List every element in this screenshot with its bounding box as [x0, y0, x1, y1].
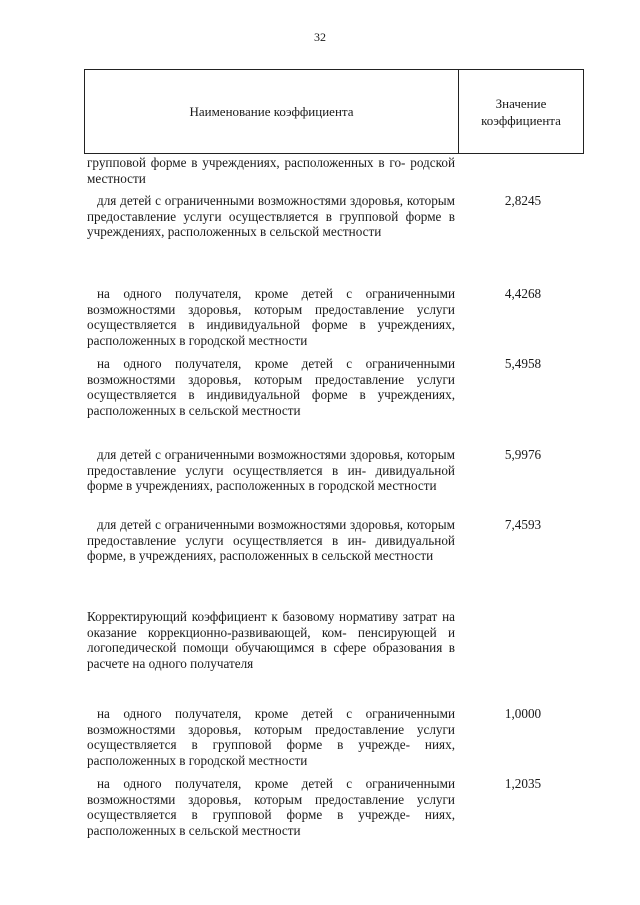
row-text: Корректирующий коэффициент к базовому нормативу затрат на оказание коррекционно-развивающей, ком- пенсирующей и логопедической помощи обучающимся в сфере образования в расчете на одного получателя	[87, 609, 455, 671]
row-text: для детей с ограниченными возможностями здоровья, которым предоставление услуги осуществляется в групповой форме в учреждениях, расположенных в сельской местности	[87, 193, 455, 240]
row-text: на одного получателя, кроме детей с ограниченными возможностями здоровья, которым предоставление услуги осуществляется в групповой форме в учрежде- ниях, расположенных в городской местности	[87, 706, 455, 768]
row-value: 5,4958	[504, 356, 542, 371]
row-text: для детей с ограниченными возможностями здоровья, которым предоставление услуги осуществляется в ин- дивидуальной форме в учреждениях, расположенных в городской местности	[87, 447, 455, 494]
row-text: на одного получателя, кроме детей с ограниченными возможностями здоровья, которым предоставление услуги осуществляется в индивидуальной форме в учреждениях, расположенных в городской местности	[87, 286, 455, 348]
row-value: 7,4593	[504, 517, 542, 532]
table-row	[87, 776, 587, 838]
row-value: 4,4268	[504, 286, 542, 301]
row-value: 5,9976	[504, 447, 542, 462]
table-row	[87, 155, 587, 186]
row-text: на одного получателя, кроме детей с ограниченными возможностями здоровья, которым предоставление услуги осуществляется в индивидуальной форме в учреждениях, расположенных в сельской местности	[87, 356, 455, 418]
table-row	[87, 447, 587, 494]
header-coefficient-name: Наименование коэффициента	[189, 104, 354, 119]
table-row	[87, 609, 587, 671]
page-number: 32	[314, 30, 326, 44]
table-row	[87, 706, 587, 768]
table-row	[87, 286, 587, 348]
table-row	[87, 193, 587, 240]
row-value: 2,8245	[504, 193, 542, 208]
header-value-line-2: коэффициента	[481, 113, 561, 128]
row-text: на одного получателя, кроме детей с ограниченными возможностями здоровья, которым предоставление услуги осуществляется в групповой форме в учрежде- ниях, расположенных в сельской местности	[87, 776, 455, 838]
table-row	[87, 356, 587, 418]
row-value: 1,2035	[504, 776, 542, 791]
table-header	[84, 69, 584, 154]
table-row	[87, 517, 587, 564]
row-value: 1,0000	[504, 706, 542, 721]
header-coefficient-value	[459, 95, 583, 129]
row-text: групповой форме в учреждениях, расположенных в го- родской местности	[87, 155, 455, 186]
row-text: для детей с ограниченными возможностями здоровья, которым предоставление услуги осуществляется в ин- дивидуальной форме, в учреждениях, расположенных в сельской местности	[87, 517, 455, 564]
header-value-line-1: Значение	[495, 96, 547, 111]
